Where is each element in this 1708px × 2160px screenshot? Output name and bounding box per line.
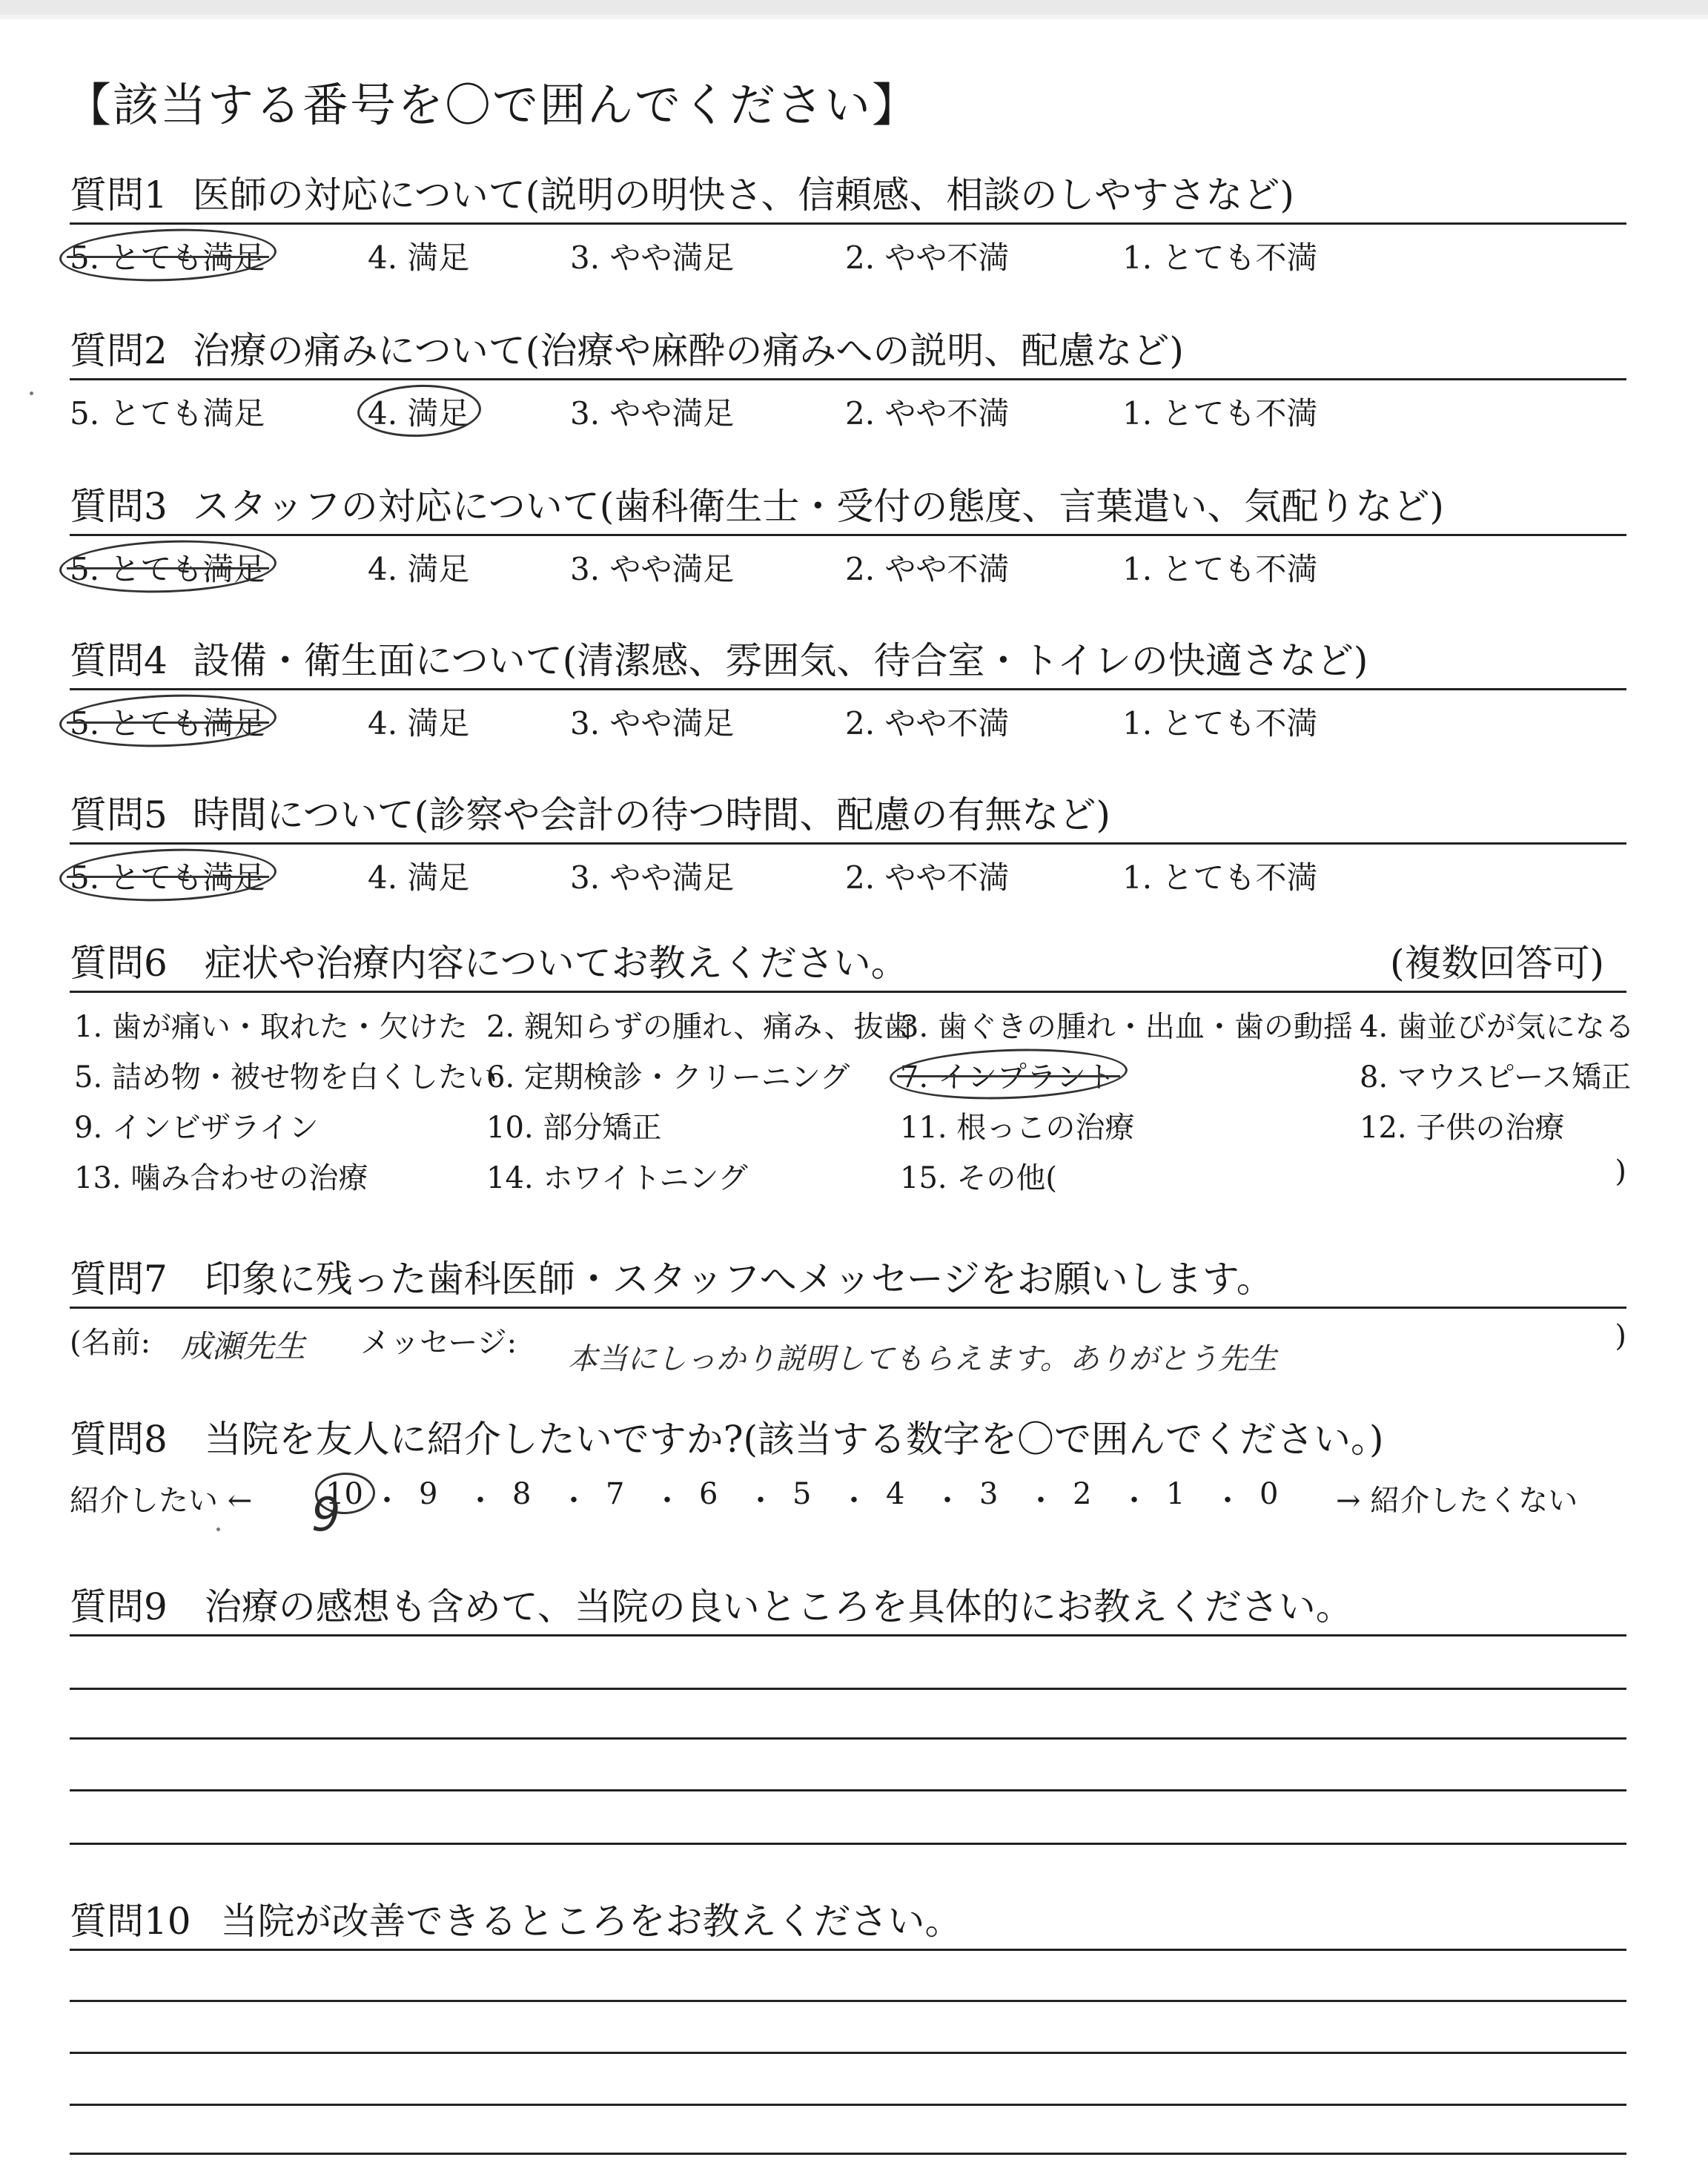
question-3-text: スタッフの対応について(歯科衛生士・受付の態度、言葉遣い、気配りなど) xyxy=(192,485,1444,528)
symptom-option[interactable]: 13. 噛み合わせの治療 xyxy=(74,1161,368,1195)
scale-number[interactable]: 2 xyxy=(1073,1477,1092,1511)
question-3 xyxy=(70,479,1626,595)
scale-left-label: 紹介したい ← xyxy=(70,1484,253,1518)
rating-option[interactable]: 2. やや不満 xyxy=(845,705,1010,742)
rating-option[interactable]: 1. とても不満 xyxy=(1122,240,1318,276)
symptom-option[interactable]: 10. 部分矯正 xyxy=(486,1111,662,1145)
question-8 xyxy=(70,1412,1626,1526)
rating-option[interactable]: 3. やや満足 xyxy=(570,240,735,276)
rating-option[interactable]: 1. とても不満 xyxy=(1122,395,1318,432)
rating-option[interactable]: 1. とても不満 xyxy=(1122,551,1318,587)
symptom-option[interactable]: 7. インプラント xyxy=(900,1054,1116,1096)
symptom-option[interactable]: 15. その他( xyxy=(900,1161,1057,1195)
question-5 xyxy=(70,787,1626,904)
scan-top-edge xyxy=(0,0,1708,15)
scale-separator: ・ xyxy=(1026,1484,1056,1518)
symptom-option[interactable]: 4. 歯並びが気になる xyxy=(1360,1010,1635,1044)
scale-number[interactable]: 8 xyxy=(512,1477,532,1511)
rating-option[interactable]: 2. やや不満 xyxy=(845,551,1010,587)
rating-option[interactable]: 4. 満足 xyxy=(368,240,470,276)
symptom-option[interactable]: 12. 子供の治療 xyxy=(1360,1111,1565,1145)
rating-options xyxy=(70,845,1626,904)
rating-option[interactable]: 5. とても満足 xyxy=(70,545,265,589)
question-10 xyxy=(70,1894,1626,1951)
question-9-label: 質問9 xyxy=(70,1585,168,1628)
question-2-text: 治療の痛みについて(治療や麻酔の痛みへの説明、配慮など) xyxy=(192,329,1184,372)
scale-number[interactable]: 10 xyxy=(325,1477,363,1511)
scale-number[interactable]: 0 xyxy=(1260,1477,1279,1511)
question-5-heading xyxy=(70,787,1626,845)
message-label: メッセージ: xyxy=(360,1326,517,1360)
question-7-label: 質問7 xyxy=(70,1258,168,1301)
rating-options xyxy=(70,380,1626,440)
scale-separator: ・ xyxy=(466,1484,495,1518)
answer-line[interactable] xyxy=(70,1688,1626,1690)
rating-option[interactable]: 3. やや満足 xyxy=(570,395,735,432)
rating-option[interactable]: 2. やや不満 xyxy=(845,859,1010,896)
answer-line[interactable] xyxy=(70,1843,1626,1845)
scale-separator: ・ xyxy=(1213,1484,1242,1518)
answer-line[interactable] xyxy=(70,2104,1626,2106)
scale-separator: ・ xyxy=(933,1484,962,1518)
symptom-option[interactable]: 1. 歯が痛い・取れた・欠けた xyxy=(74,1010,468,1044)
scale-separator: ・ xyxy=(559,1484,589,1518)
scan-speck xyxy=(30,392,33,395)
rating-option[interactable]: 5. とても満足 xyxy=(70,234,265,278)
question-1-text: 医師の対応について(説明の明快さ、信頼感、相談のしやすさなど) xyxy=(192,174,1294,217)
symptom-option[interactable]: 3. 歯ぐきの腫れ・出血・歯の動揺 xyxy=(900,1010,1353,1044)
rating-option[interactable]: 5. とても満足 xyxy=(70,699,265,744)
message-row xyxy=(70,1309,1626,1375)
question-6-options xyxy=(70,993,1635,1215)
rating-option[interactable]: 2. やや不満 xyxy=(845,240,1010,276)
symptom-option[interactable]: 9. インビザライン xyxy=(74,1111,319,1145)
question-9-text: 治療の感想も含めて、当院の良いところを具体的にお教えください。 xyxy=(204,1585,1353,1628)
question-7 xyxy=(70,1252,1626,1375)
symptom-option[interactable]: 8. マウスピース矯正 xyxy=(1360,1060,1632,1094)
question-4-heading xyxy=(70,633,1626,690)
scale-separator: ・ xyxy=(652,1484,682,1518)
scale-number[interactable]: 5 xyxy=(792,1477,812,1511)
question-1-label: 質問1 xyxy=(70,174,168,217)
rating-options xyxy=(70,690,1626,750)
question-2-label: 質問2 xyxy=(70,329,168,372)
name-label: (名前: xyxy=(70,1326,151,1360)
scale-separator: ・ xyxy=(1119,1484,1149,1518)
form-title: 【該当する番号を〇で囲んでください】 xyxy=(65,78,920,132)
question-8-text: 当院を友人に紹介したいですか?(該当する数字を〇で囲んでください。) xyxy=(204,1418,1384,1461)
symptom-option[interactable]: 6. 定期検診・クリーニング xyxy=(486,1060,850,1094)
question-6-heading xyxy=(70,936,1626,993)
scale-separator: ・ xyxy=(372,1484,402,1518)
question-8-heading xyxy=(70,1412,1626,1467)
question-10-heading xyxy=(70,1894,1626,1951)
scale-separator: ・ xyxy=(746,1484,775,1518)
answer-line[interactable] xyxy=(70,1737,1626,1740)
question-9 xyxy=(70,1579,1626,1636)
rating-option[interactable]: 4. 満足 xyxy=(368,859,470,896)
rating-option[interactable]: 1. とても不満 xyxy=(1122,705,1318,742)
question-5-label: 質問5 xyxy=(70,793,168,836)
question-2 xyxy=(70,323,1626,440)
rating-option[interactable]: 2. やや不満 xyxy=(845,395,1010,432)
question-8-label: 質問8 xyxy=(70,1418,168,1461)
rating-option[interactable]: 1. とても不満 xyxy=(1122,859,1318,896)
question-1 xyxy=(70,168,1626,284)
question-3-label: 質問3 xyxy=(70,485,168,528)
symptom-option[interactable]: 11. 根っこの治療 xyxy=(900,1111,1135,1145)
answer-line[interactable] xyxy=(70,2000,1626,2002)
question-7-text: 印象に残った歯科医師・スタッフへメッセージをお願いします。 xyxy=(204,1258,1274,1301)
scale-number[interactable]: 3 xyxy=(979,1477,999,1511)
recommend-scale xyxy=(70,1467,1626,1526)
question-4-label: 質問4 xyxy=(70,639,168,682)
question-6-label: 質問6 xyxy=(70,942,168,985)
question-6-text: 症状や治療内容についてお教えください。 xyxy=(204,942,908,985)
scan-speck xyxy=(216,1527,220,1531)
answer-line[interactable] xyxy=(70,2153,1626,2155)
rating-option[interactable]: 4. 満足 xyxy=(368,389,469,434)
scale-separator: ・ xyxy=(839,1484,869,1518)
rating-option[interactable]: 4. 満足 xyxy=(368,705,470,742)
scale-number[interactable]: 7 xyxy=(606,1477,625,1511)
rating-option[interactable]: 3. やや満足 xyxy=(570,859,735,896)
name-value[interactable]: 成瀬先生 xyxy=(181,1328,306,1364)
symptom-option[interactable]: 2. 親知らずの腫れ、痛み、抜歯 xyxy=(486,1010,913,1044)
rating-option[interactable]: 5. とても満足 xyxy=(70,853,265,898)
question-4-text: 設備・衛生面について(清潔感、雰囲気、待合室・トイレの快適さなど) xyxy=(192,639,1368,682)
question-6 xyxy=(70,936,1635,1215)
rating-options xyxy=(70,536,1626,595)
scale-number[interactable]: 6 xyxy=(699,1477,718,1511)
rating-options xyxy=(70,225,1626,284)
rating-option[interactable]: 4. 満足 xyxy=(368,551,470,587)
symptom-option[interactable]: 5. 詰め物・被せ物を白くしたい xyxy=(74,1060,497,1094)
scale-number[interactable]: 9 xyxy=(419,1477,438,1511)
message-close-paren: ) xyxy=(1615,1319,1626,1353)
question-4 xyxy=(70,633,1626,750)
scale-number[interactable]: 4 xyxy=(886,1477,905,1511)
answer-line[interactable] xyxy=(70,1789,1626,1791)
question-10-label: 質問10 xyxy=(70,1900,191,1943)
multiple-answer-note: (複数回答可) xyxy=(1389,942,1604,985)
handwritten-nine: 9 xyxy=(311,1487,341,1542)
question-2-heading xyxy=(70,323,1626,380)
scan-top-shadow xyxy=(0,15,1708,19)
question-7-heading xyxy=(70,1252,1626,1309)
rating-option[interactable]: 3. やや満足 xyxy=(570,705,735,742)
symptom-option[interactable]: 14. ホワイトニング xyxy=(486,1161,748,1195)
other-close-paren: ) xyxy=(1615,1155,1626,1189)
question-3-heading xyxy=(70,479,1626,536)
rating-option[interactable]: 3. やや満足 xyxy=(570,551,735,587)
scale-number[interactable]: 1 xyxy=(1166,1477,1185,1511)
scale-right-label: → 紹介したくない xyxy=(1336,1484,1578,1518)
rating-option[interactable]: 5. とても満足 xyxy=(70,395,265,432)
question-1-heading xyxy=(70,168,1626,225)
message-value[interactable]: 本当にしっかり説明してもらえます。ありがとう先生 xyxy=(568,1342,1277,1376)
question-5-text: 時間について(診察や会計の待つ時間、配慮の有無など) xyxy=(192,793,1110,836)
question-10-text: 当院が改善できるところをお教えください。 xyxy=(220,1900,962,1943)
question-9-heading xyxy=(70,1579,1626,1636)
answer-line[interactable] xyxy=(70,2052,1626,2054)
